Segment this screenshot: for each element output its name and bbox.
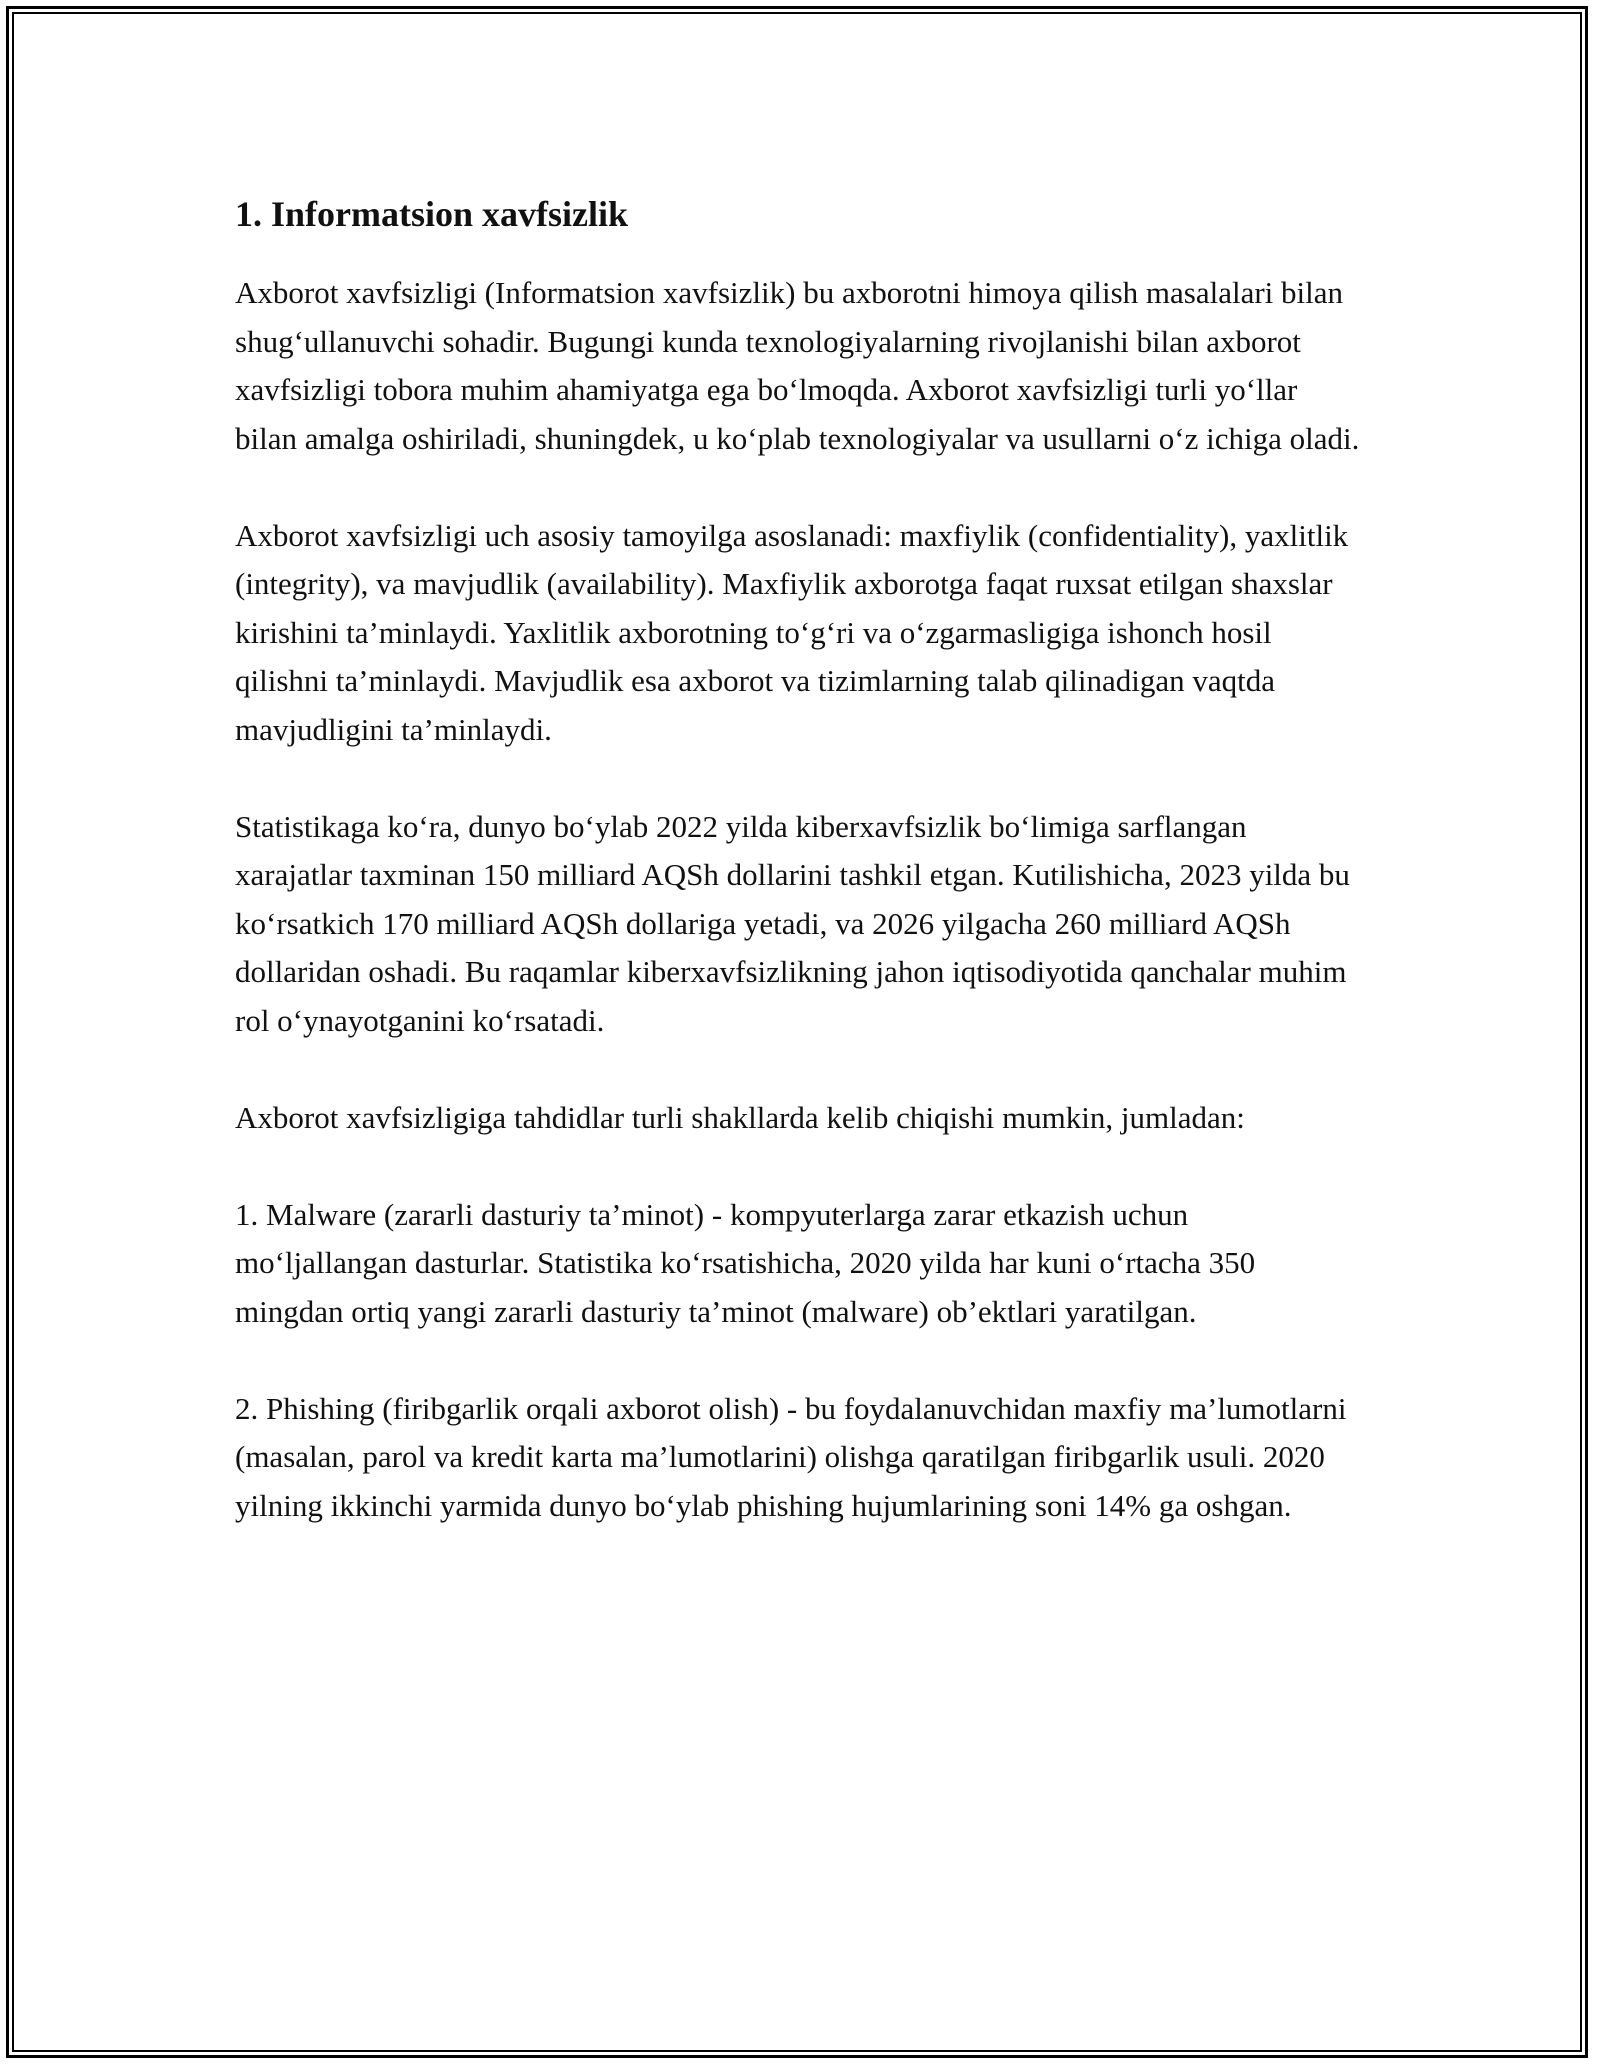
paragraph-threats-intro: Axborot xavfsizligiga tahdidlar turli shakllarda kelib chiqishi mumkin, jumladan: [235,1099,1245,1135]
paragraph-malware: 1. Malware (zararli dasturiy ta’minot) - kompyuterlarga zarar etkazish uchun mo‘ljallangan dasturlar. Statistika ko‘rsatishicha, 2020 yilda har kuni o‘rtacha 350 mingdan ortiq yangi zararli dasturiy ta’minot (malware) ob’ektlari yaratilgan. [235,1196,1256,1329]
document-title: 1. Informatsion xavfsizlik [235,194,629,234]
paragraph-intro: Axborot xavfsizligi (Informatsion xavfsizlik) bu axborotni himoya qilish masalalari bilan shug‘ullanuvchi sohadir. Bugungi kunda texnologiyalarning rivojlanishi bilan axborot xavfsizligi tobora muhim ahamiyatga ega bo‘lmoqda. Axborot xavfsizligi turli yo‘llar bilan amalga oshiriladi, shuningdek, u ko‘plab texnologiyalar va usullarni o‘z ichiga oladi. [235,275,1360,456]
paragraph-statistics: Statistikaga ko‘ra, dunyo bo‘ylab 2022 yilda kiberxavfsizlik bo‘limiga sarflangan xarajatlar taxminan 150 milliard AQSh dollarini tashkil etgan. Kutilishicha, 2023 yilda bu ko‘rsatkich 170 milliard AQSh dollariga yetadi, va 2026 yilgacha 260 milliard AQSh dollaridan oshadi. Bu raqamlar kiberxavfsizlikning jahon iqtisodiyotida qanchalar muhim rol o‘ynayotganini ko‘rsatadi. [235,808,1350,1038]
paragraph-phishing: 2. Phishing (firibgarlik orqali axborot olish) - bu foydalanuvchidan maxfiy ma’lumotlarni (masalan, parol va kredit karta ma’lumotlarini) olishga qaratilgan firibgarlik usuli. 2020 yilning ikkinchi yarmida dunyo bo‘ylab phishing hujumlarining soni 14% ga oshgan. [235,1390,1347,1523]
document-body [235,186,1385,1579]
paragraph-principles: Axborot xavfsizligi uch asosiy tamoyilga asoslanadi: maxfiylik (confidentiality), yaxlitlik (integrity), va mavjudlik (availability). Maxfiylik axborotga faqat ruxsat etilgan shaxslar kirishini ta’minlaydi. Yaxlitlik axborotning to‘g‘ri va o‘zgarmasligiga ishonch hosil qilishni ta’minlaydi. Mavjudlik esa axborot va tizimlarning talab qilinadigan vaqtda mavjudligini ta’minlaydi. [235,517,1349,747]
